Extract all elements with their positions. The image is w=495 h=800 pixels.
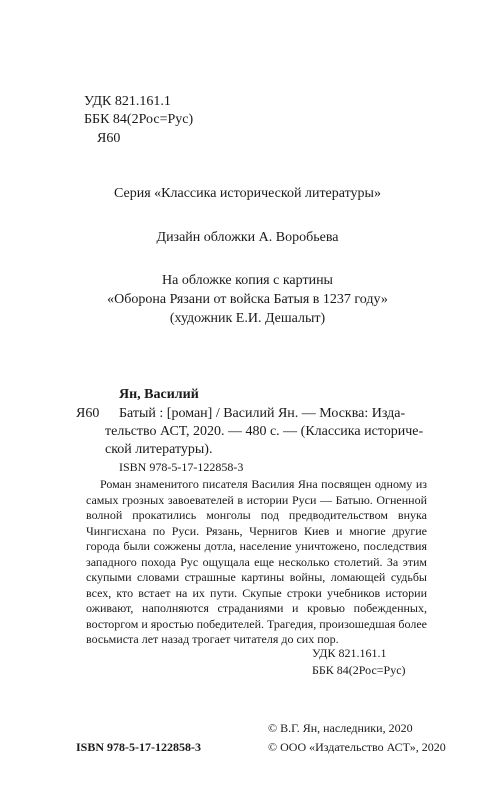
catalog-sign: Я60 — [76, 406, 100, 421]
abstract-text: Роман знаменитого писателя Василия Яна посвящен одному из самых грозных завоевателей в истории Руси — Батыю. Огненной волной прокатились монголы под предводительством внука Чингисхана по Руси. Рязань, Чернигов Киев и многие другие города были сожжены дотла, население уничтожено, последствия западного похода Рус ощущала еще несколько столетий. За этим скупыми словами страшные картины войны, ломающей судьбы всех, кто встает на их пути. Скупые строки учебников истории оживают, наполняются страданиями и кровью побежденных, восторгом и яростью победителей. Трагедия, произошедшая более восьмиста лет назад трогает читателя до сих пор. — [86, 477, 427, 646]
copyright-publisher: © ООО «Издательство АСТ», 2020 — [268, 740, 446, 754]
catalog-bbk: ББК 84(2Рос=Рус) — [312, 663, 406, 677]
catalog-desc-line-2: тельство АСТ, 2020. — 480 с. — (Классика историче- — [105, 424, 424, 439]
cover-note-line-2: «Оборона Рязани от войска Батыя в 1237 году» — [107, 292, 388, 307]
catalog-author-heading: Ян, Василий — [119, 387, 199, 402]
series-line: Серия «Классика исторической литературы» — [114, 186, 381, 201]
author-sign: Я60 — [97, 131, 121, 146]
cover-note-line-3: (художник Е.И. Дешалыт) — [169, 311, 326, 326]
catalog-isbn: ISBN 978-5-17-122858-3 — [119, 460, 244, 474]
catalog-desc-line-3: ской литературы). — [105, 442, 213, 457]
bbk-code: ББК 84(2Рос=Рус) — [84, 112, 194, 127]
udk-code: УДК 821.161.1 — [84, 94, 171, 109]
cover-note-line-1: На обложке копия с картины — [162, 273, 333, 288]
catalog-udk: УДК 821.161.1 — [312, 646, 387, 660]
catalog-abstract — [86, 477, 427, 648]
cover-design-line: Дизайн обложки А. Воробьева — [156, 230, 339, 245]
copyright-author: © В.Г. Ян, наследники, 2020 — [268, 721, 413, 735]
footer-isbn: ISBN 978-5-17-122858-3 — [76, 740, 201, 754]
catalog-desc-line-1: Батый : [роман] / Василий Ян. — Москва: Изда- — [119, 406, 406, 421]
